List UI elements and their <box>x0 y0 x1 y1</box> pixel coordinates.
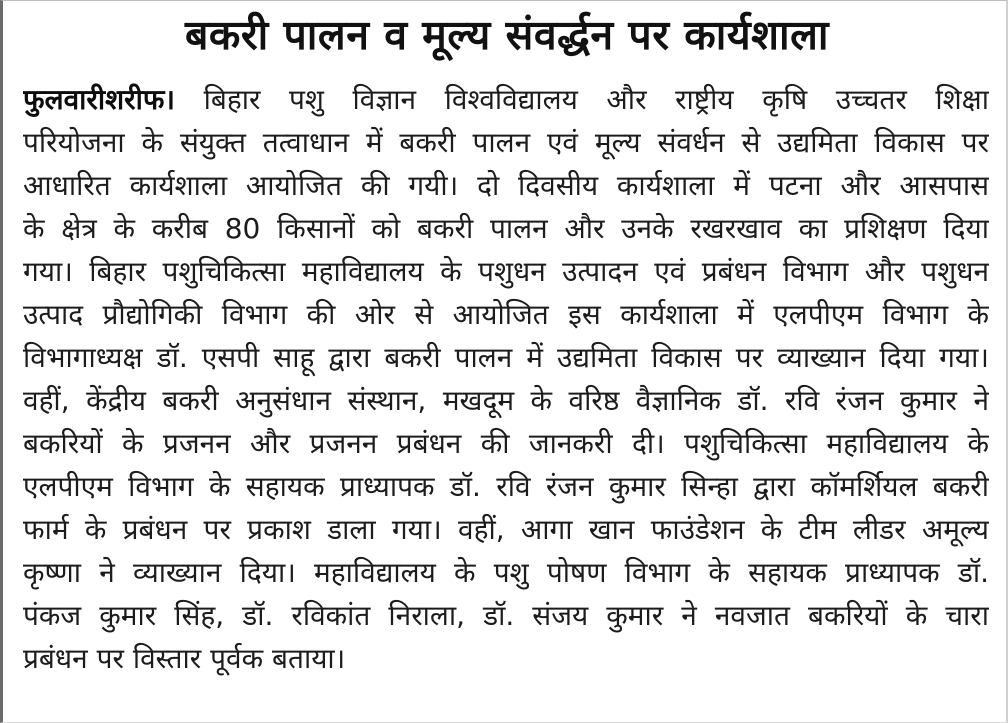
headline: बकरी पालन व मूल्य संवर्द्धन पर कार्यशाला <box>184 11 830 59</box>
line-text: बिहार पशु विज्ञान विश्वविद्यालय और राष्ट्रीय कृषि उच्चतर शिक्षा <box>175 83 989 116</box>
dateline: फुलवारीशरीफ। <box>23 83 176 116</box>
article-line-3: आधारित कार्यशाला आयोजित की गयी। दो दिवसीय कार्यशाला में पटना और आसपास <box>23 169 989 202</box>
article-line-7: विभागाध्यक्ष डॉ. एसपी साहू द्वारा बकरी पालन में उद्यमिता विकास पर व्याख्यान दिया गया। <box>23 341 989 374</box>
article-line-12: कृष्णा ने व्याख्यान दिया। महाविद्यालय के पशु पोषण विभाग के सहायक प्राध्यापक डॉ. <box>23 556 989 589</box>
article-line-13: पंकज कुमार सिंह, डॉ. रविकांत निराला, डॉ. संजय कुमार ने नवजात बकरियों के चारा <box>23 599 989 632</box>
article-line-5: गया। बिहार पशुचिकित्सा महाविद्यालय के पशुधन उत्पादन एवं प्रबंधन विभाग और पशुधन <box>23 255 989 288</box>
article-line-4: के क्षेत्र के करीब 80 किसानों को बकरी पालन और उनके रखरखाव का प्रशिक्षण दिया <box>23 212 989 245</box>
article-body <box>23 78 989 680</box>
article-line-14: प्रबंधन पर विस्तार पूर्वक बताया। <box>23 642 346 675</box>
article-line-1 <box>23 78 989 121</box>
article-line-8: वहीं, केंद्रीय बकरी अनुसंधान संस्थान, मखदूम के वरिष्ठ वैज्ञानिक डॉ. रवि रंजन कुमार ने <box>23 384 989 417</box>
article-line-11: फार्म के प्रबंधन पर प्रकाश डाला गया। वहीं, आगा खान फाउंडेशन के टीम लीडर अमूल्य <box>23 513 989 546</box>
article-line-2: परियोजना के संयुक्त तत्वाधान में बकरी पालन एवं मूल्य संवर्धन से उद्यमिता विकास पर <box>23 126 989 159</box>
article-line-10: एलपीएम विभाग के सहायक प्राध्यापक डॉ. रवि रंजन कुमार सिन्हा द्वारा कॉमर्शियल बकरी <box>23 470 989 503</box>
article-line-9: बकरियों के प्रजनन और प्रजनन प्रबंधन की जानकरी दी। पशुचिकित्सा महाविद्यालय के <box>23 427 989 460</box>
article-line-6: उत्पाद प्रौद्योगिकी विभाग की ओर से आयोजित इस कार्यशाला में एलपीएम विभाग के <box>23 298 989 331</box>
